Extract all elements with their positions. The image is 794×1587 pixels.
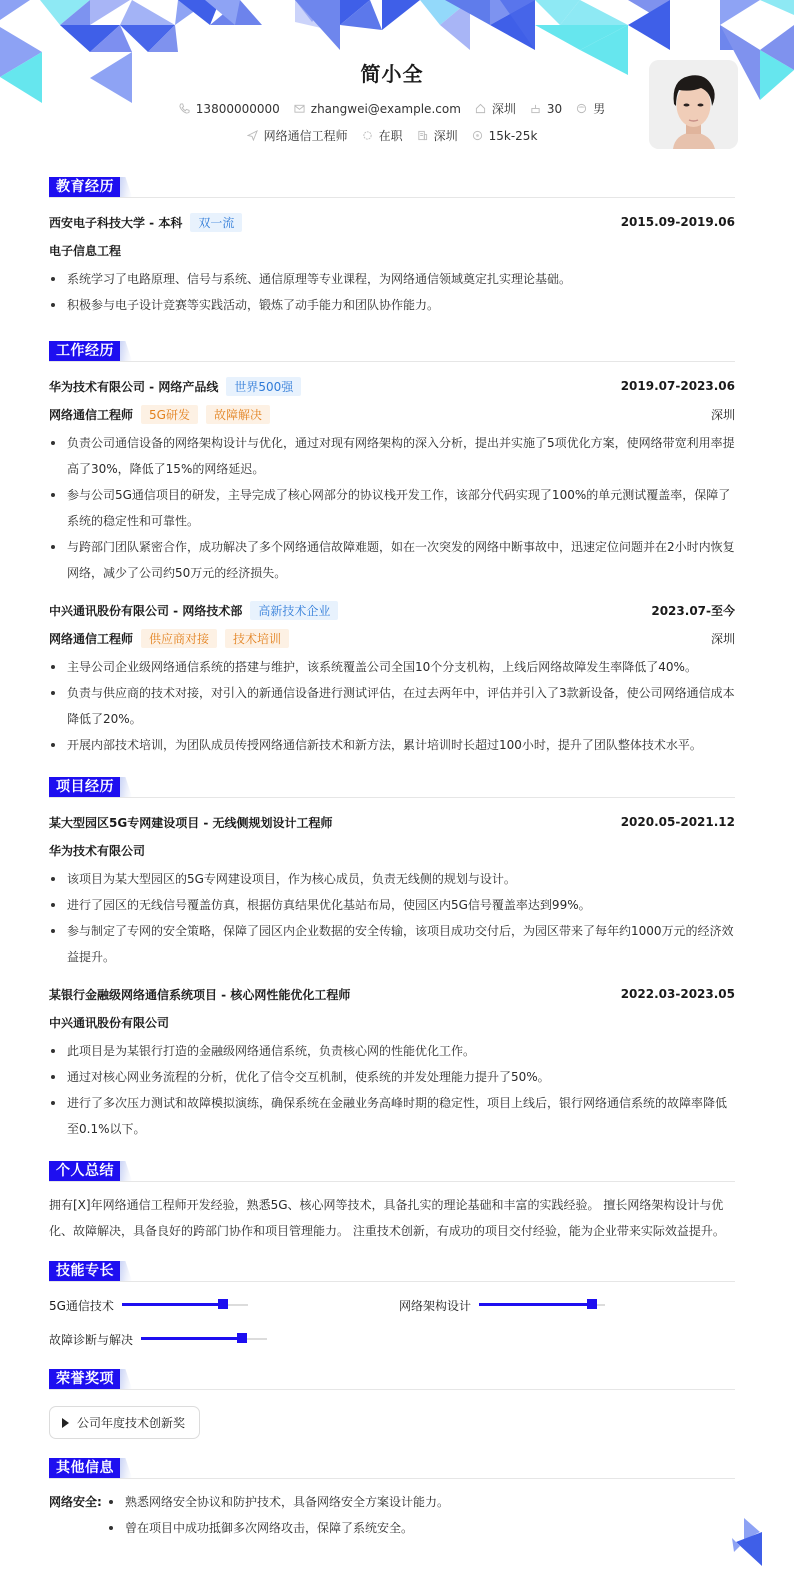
other-info-row [49,1489,735,1541]
project-name: 某大型园区5G专网建设项目 - 无线侧规划设计工程师 [49,815,333,830]
company-tag: 高新技术企业 [250,601,338,620]
skill-level-bar [479,1304,605,1306]
list-item: 通过对核心网业务流程的分析，优化了信令交互机制，使系统的并发处理能力提升了50%。 [49,1064,735,1090]
portrait-icon [649,60,738,149]
skill-level-knob [218,1299,228,1309]
job-status-text: 在职 [378,129,403,143]
work-entry [49,596,735,758]
section-title-tail [120,177,132,197]
project-row [49,808,735,836]
work-bullets [49,654,735,758]
gender-icon [576,103,587,114]
award-item [49,1406,200,1439]
section-title-tail [120,1161,132,1181]
company-name: 华为技术有限公司 - 网络产品线 [49,379,219,394]
skills-section [49,1258,735,1352]
age-item [530,102,562,116]
section-header [49,774,735,798]
salary-icon [472,130,483,141]
mail-icon [294,103,305,114]
skill-tag: 故障解决 [206,405,270,424]
home-icon [475,103,486,114]
list-item: 进行了园区的无线信号覆盖仿真，根据仿真结果优化基站布局，使园区内5G信号覆盖率达到99%。 [49,892,735,918]
skill-tag: 供应商对接 [141,629,217,648]
section-title: 技能专长 [49,1261,121,1281]
section-title-tail [120,1261,132,1281]
salary-text: 15k-25k [488,128,538,143]
project-company: 华为技术有限公司 [49,843,146,858]
section-header [49,174,735,198]
location-text: 深圳 [491,102,516,116]
project-bullets [49,866,735,970]
project-row [49,980,735,1008]
section-title-tail [120,777,132,797]
section-title: 工作经历 [49,341,121,361]
project-dates: 2022.03-2023.05 [620,987,735,1001]
list-item: 与跨部门团队紧密合作，成功解决了多个网络通信故障难题，如在一次突发的网络中断事故中，迅速定位问题并在2小时内恢复网络，减少了公司约50万元的经济损失。 [49,534,735,586]
section-header [49,1158,735,1182]
company-name: 中兴通讯股份有限公司 - 网络技术部 [49,603,243,618]
project-entry [49,808,735,970]
company-row [49,596,735,624]
education-row [49,208,735,236]
company-row [49,372,735,400]
resume-header [49,0,735,160]
work-bullets [49,430,735,586]
salary-item [472,129,538,143]
awards-section [49,1366,735,1439]
list-item: 主导公司企业级网络通信系统的搭建与维护，该系统覆盖公司全国10个分支机构，上线后网络故障发生率降低了40%。 [49,654,735,680]
skill-level-knob [587,1299,597,1309]
role-row [49,624,735,652]
section-title: 教育经历 [49,177,121,197]
education-dates: 2015.09-2019.06 [620,215,735,229]
school-tag: 双一流 [190,213,242,232]
projects-section [49,774,735,1142]
project-entry [49,980,735,1142]
project-bullets [49,1038,735,1142]
building-icon [417,130,428,141]
list-item: 熟悉网络安全协议和防护技术，具备网络安全方案设计能力。 [107,1489,449,1515]
other-info-bullets [107,1489,449,1541]
skill-name: 5G通信技术 [49,1298,114,1313]
target-city-item [417,127,458,144]
phone-icon [179,103,190,114]
candidate-name: 简小全 [360,62,424,86]
target-position-item [247,127,348,144]
job-status-item [362,127,403,144]
phone-text: 13800000000 [195,101,280,116]
major-name: 电子信息工程 [49,243,122,258]
section-header [49,1366,735,1390]
skill-item [399,1292,735,1318]
target-position-text: 网络通信工程师 [263,129,348,143]
section-title-tail [120,1458,132,1478]
status-icon [362,130,373,141]
work-entry [49,372,735,586]
section-title-tail [120,1369,132,1389]
project-name: 某银行金融级网络通信系统项目 - 核心网性能优化工程师 [49,987,351,1002]
project-dates: 2020.05-2021.12 [620,815,735,829]
work-section [49,338,735,758]
skill-item [49,1292,399,1318]
work-dates: 2019.07-2023.06 [620,379,735,393]
list-item: 积极参与电子设计竞赛等实践活动，锻炼了动手能力和团队协作能力。 [49,292,735,318]
gender-text: 男 [593,102,606,116]
summary-section [49,1158,735,1244]
phone-item [179,102,280,116]
target-city-text: 深圳 [433,129,458,143]
job-intent-row [49,127,735,144]
skill-level-bar [141,1338,267,1340]
skill-tag: 5G研发 [141,405,198,424]
school-name: 西安电子科技大学 - 本科 [49,215,183,230]
send-icon [247,130,258,141]
section-title: 荣誉奖项 [49,1369,121,1389]
list-item: 负责公司通信设备的网络架构设计与优化，通过对现有网络架构的深入分析，提出并实施了5项优化方案，使网络带宽利用率提高了30%，降低了15%的网络延迟。 [49,430,735,482]
project-company-row [49,1008,735,1036]
skill-item [49,1326,399,1352]
role-row [49,400,735,428]
role-name: 网络通信工程师 [49,407,134,422]
contact-row [49,100,735,117]
skills-grid [49,1292,735,1352]
list-item: 曾在项目中成功抵御多次网络攻击，保障了系统安全。 [107,1515,449,1541]
work-city: 深圳 [710,631,735,646]
other-info-label: 网络安全: [49,1495,102,1509]
section-title: 其他信息 [49,1458,121,1478]
work-city: 深圳 [710,407,735,422]
location-item [475,100,516,117]
project-company: 中兴通讯股份有限公司 [49,1015,170,1030]
skill-level-fill [122,1303,223,1306]
section-title: 项目经历 [49,777,121,797]
education-bullets [49,266,735,318]
other-section [49,1455,735,1541]
email-text: zhangwei@example.com [310,101,461,116]
gender-item [576,100,605,117]
company-tag: 世界500强 [226,377,301,396]
skill-level-bar [122,1304,248,1306]
list-item: 此项目是为某银行打造的金融级网络通信系统，负责核心网的性能优化工作。 [49,1038,735,1064]
skill-tag: 技术培训 [225,629,289,648]
section-header [49,1258,735,1282]
list-item: 系统学习了电路原理、信号与系统、通信原理等专业课程，为网络通信领域奠定扎实理论基础。 [49,266,735,292]
age-icon [530,103,541,114]
role-name: 网络通信工程师 [49,631,134,646]
list-item: 该项目为某大型园区的5G专网建设项目，作为核心成员，负责无线侧的规划与设计。 [49,866,735,892]
list-item: 参与制定了专网的安全策略，保障了园区内企业数据的安全传输，该项目成功交付后，为园区带来了每年约1000万元的经济效益提升。 [49,918,735,970]
list-item: 负责与供应商的技术对接，对引入的新通信设备进行测试评估，在过去两年中，评估并引入了3款新设备，使公司网络通信成本降低了20%。 [49,680,735,732]
project-company-row [49,836,735,864]
skill-level-fill [479,1303,592,1306]
list-item: 参与公司5G通信项目的研发，主导完成了核心网部分的协议栈开发工作，该部分代码实现了100%的单元测试覆盖率，保障了系统的稳定性和可靠性。 [49,482,735,534]
skill-level-knob [237,1333,247,1343]
major-row [49,236,735,264]
age-text: 30 [546,101,563,116]
section-header [49,338,735,362]
play-triangle-icon [62,1418,69,1428]
skill-name: 故障诊断与解决 [49,1332,134,1347]
skill-level-fill [141,1337,242,1340]
education-entry [49,208,735,318]
summary-text: 拥有[X]年网络通信工程师开发经验，熟悉5G、核心网等技术，具备扎实的理论基础和丰富的实践经验。 擅长网络架构设计与优化、故障解决，具备良好的跨部门协作和项目管理能力。 注重技术创新，有成功的项目交付经验，能为企业带来实际效益提升。 [49,1198,725,1238]
skill-name: 网络架构设计 [399,1298,472,1313]
education-section [49,174,735,318]
list-item: 进行了多次压力测试和故障模拟演练，确保系统在金融业务高峰时期的稳定性，项目上线后，银行网络通信系统的故障率降低至0.1%以下。 [49,1090,735,1142]
list-item: 开展内部技术培训，为团队成员传授网络通信新技术和新方法，累计培训时长超过100小时，提升了团队整体技术水平。 [49,732,735,758]
email-item [294,102,461,116]
award-name: 公司年度技术创新奖 [77,1416,186,1430]
section-title: 个人总结 [49,1161,121,1181]
avatar-photo [649,60,738,149]
work-dates: 2023.07-至今 [651,603,735,618]
section-title-tail [120,341,132,361]
section-header [49,1455,735,1479]
